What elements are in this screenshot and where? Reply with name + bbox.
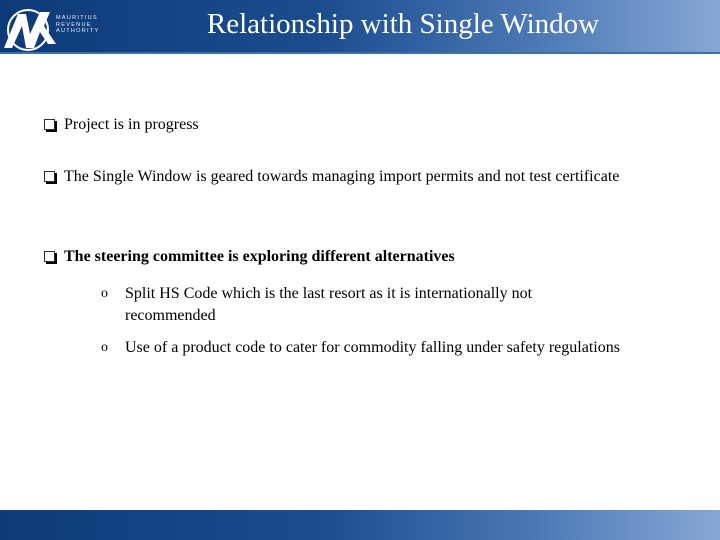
- sub-bullet-item: [101, 337, 705, 359]
- checkbox-bullet-icon: [44, 171, 55, 182]
- sub-bullet-text: Split HS Code which is the last resort as it is internationally not recommended: [125, 285, 533, 324]
- logo-line: AUTHORITY: [56, 28, 100, 34]
- bullet-item: [64, 114, 664, 136]
- logo-line: MAURITIUS: [56, 15, 98, 21]
- logo-line: REVENUE: [56, 21, 92, 28]
- bullet-item: [64, 166, 664, 188]
- sub-bullet-marker: o: [101, 286, 108, 301]
- checkbox-bullet-icon: [44, 119, 55, 130]
- bullet-text: Project is in progress: [64, 116, 199, 133]
- logo-text: [56, 15, 108, 35]
- header-accent-line: [0, 52, 720, 54]
- checkbox-bullet-icon: [44, 251, 55, 262]
- bullet-text: The Single Window is geared towards managing import permits and not test certificate: [64, 168, 620, 185]
- slide-header: [0, 0, 720, 54]
- sub-bullet-item: [101, 283, 595, 327]
- bullet-text: The steering committee is exploring different alternatives: [64, 248, 455, 265]
- slide-title: Relationship with Single Window: [206, 8, 600, 40]
- slide-footer-bar: [0, 510, 720, 540]
- sub-bullet-text: Use of a product code to cater for commodity falling under safety regulations: [125, 339, 620, 356]
- sub-bullet-marker: o: [101, 340, 108, 355]
- bullet-item: [64, 246, 664, 268]
